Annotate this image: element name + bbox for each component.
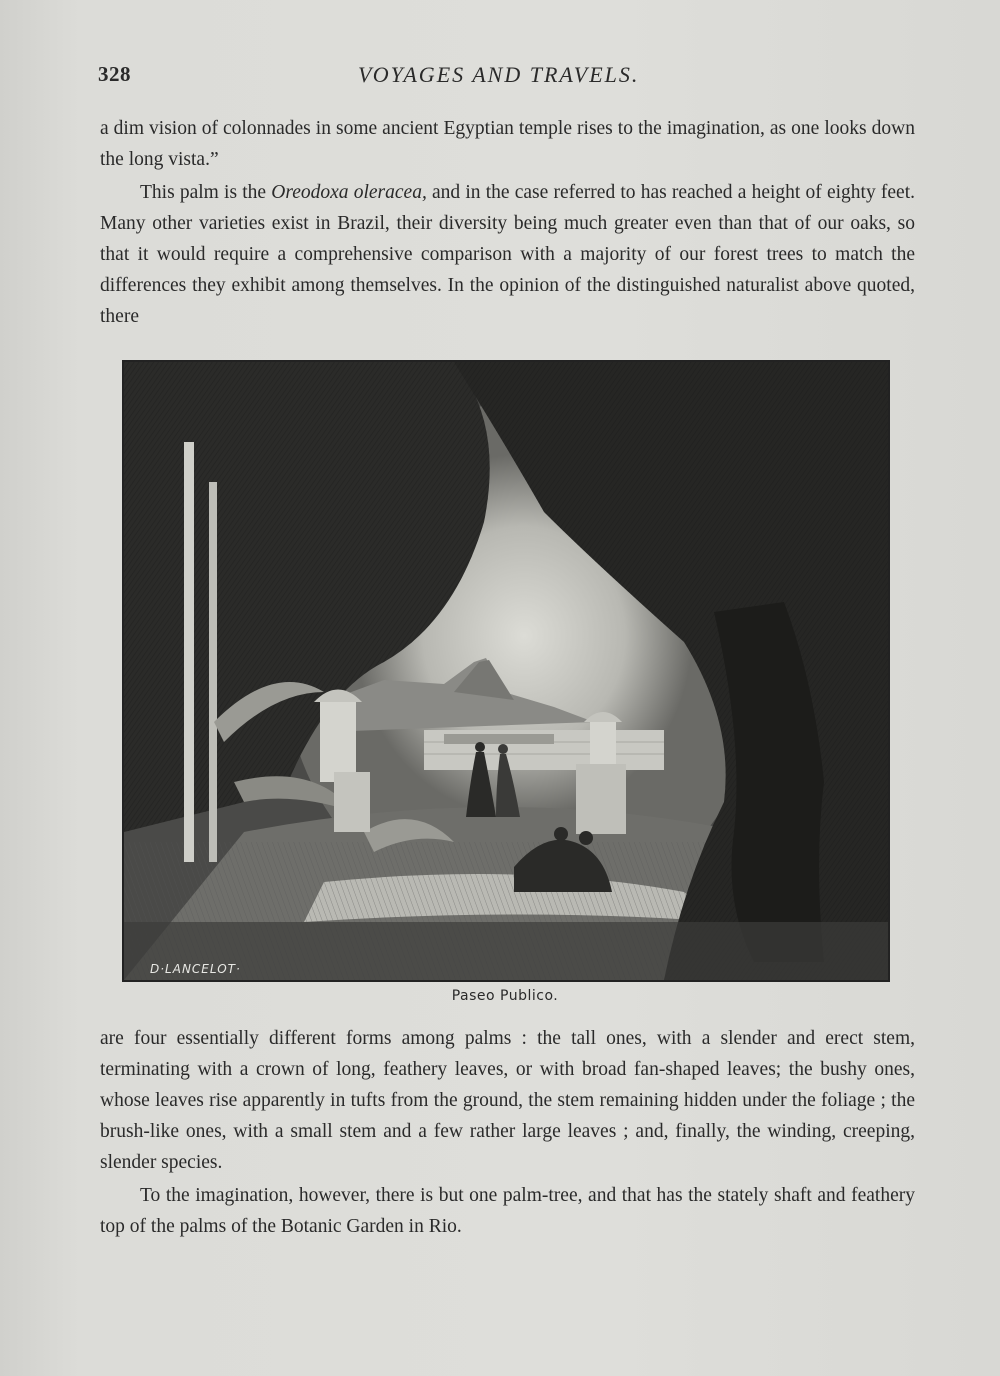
paragraph-palm-forms: are four essentially different forms among palms : the tall ones, with a slender and erect stem, terminating with a crown of long, feathery leaves, or with broad fan-shaped leaves; the bushy ones, whose leaves rise apparently in tufts from the ground, the stem remaining hidden under the foliage ; the brush-like ones, with a small stem and a few rather large leaves ; and, finally, the winding, creeping, slender species.: [100, 1028, 915, 1173]
engraver-signature: D·LANCELOT·: [150, 962, 241, 976]
engraving-illustration: [122, 360, 890, 982]
paragraph-imagination: To the imagination, however, there is but one palm-tree, and that has the stately shaft and feathery top of the palms of the Botanic Garden in Rio.: [100, 1185, 915, 1237]
text-block-bottom: [100, 1023, 915, 1242]
paragraph-continued: a dim vision of colonnades in some ancient Egyptian temple rises to the imagination, as one looks down the long vista.”: [100, 118, 915, 170]
species-name: Oreodoxa oleracea,: [271, 182, 427, 203]
engraving-picture: [124, 362, 888, 980]
running-head: [98, 62, 918, 92]
figure-caption: Paseo Publico.: [451, 988, 559, 1004]
palm-text-start: This palm is the: [140, 182, 272, 203]
palm-text-rest: and in the case referred to has reached a height of eighty feet. Many other varieties exist in Brazil, their diversity being much greater even than that of our oaks, so that it would require a comprehensive comparison with a majority of our forest trees to match the differences they exhibit among themselves. In the opinion of the distinguished naturalist above quoted, there: [100, 182, 915, 327]
paragraph-palm: [100, 177, 915, 332]
running-title: VOYAGES AND TRAVELS.: [358, 62, 640, 87]
page-number: 328: [98, 62, 131, 86]
text-block-top: [100, 113, 915, 332]
